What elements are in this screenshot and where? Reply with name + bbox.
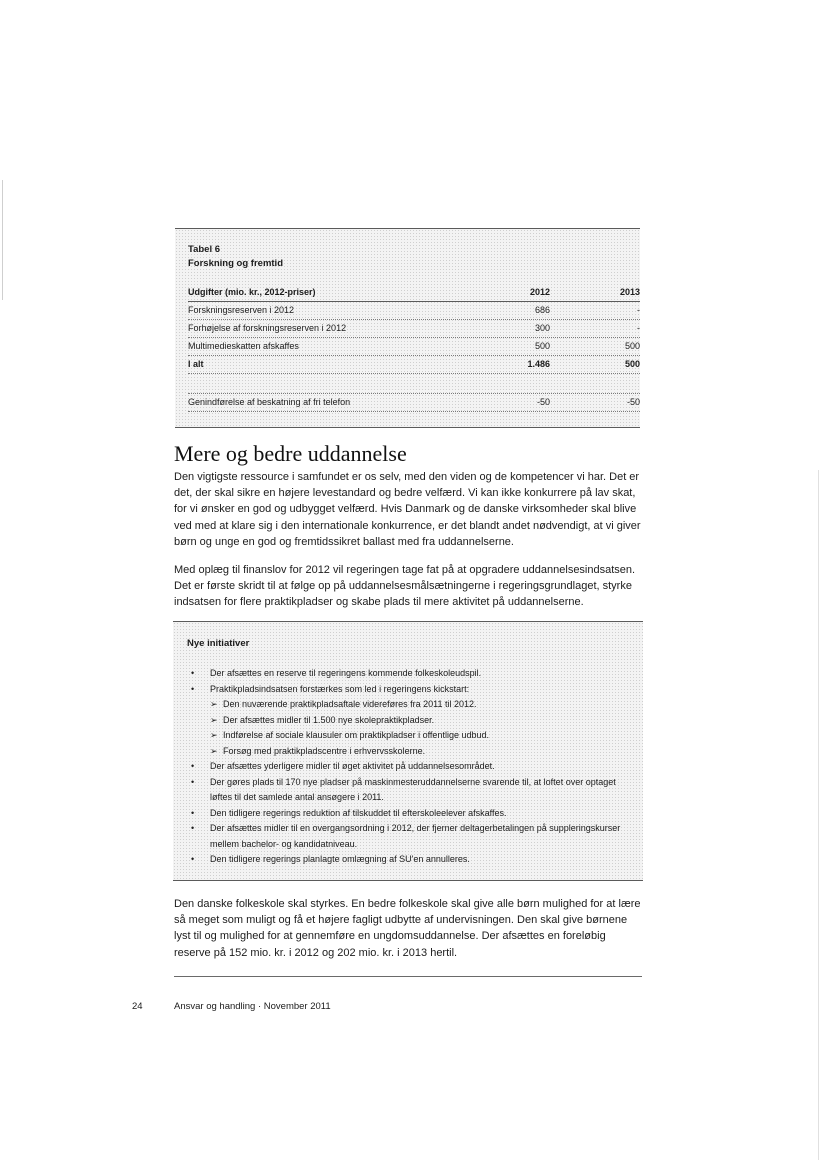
cell-2012: -50 bbox=[536, 397, 550, 407]
page-edge-left bbox=[2, 180, 3, 300]
paragraph: Den vigtigste ressource i samfundet er os selv, med den viden og de kompetencer vi har. Det er det, der skal sikre en højere levestandard og bedre velfærd. Vi kan ikke konkurrere på lav skat, for vi ønsker en god og udbygget velfærd. Hvis Danmark og de danske virksomheder skal blive ved med at klare sig i den internationale konkurrence, er det blandt andet nødvendigt, at vi giver børn og unge en god og fremtidssikret ballast med fra uddannelserne. bbox=[174, 471, 641, 548]
list-item-text: Der afsættes yderligere midler til øget aktivitet på uddannelsesområdet. bbox=[210, 761, 495, 771]
cell-2012: 500 bbox=[534, 341, 550, 351]
table-6 bbox=[175, 228, 640, 428]
table-label bbox=[188, 243, 283, 271]
table-row bbox=[188, 393, 640, 412]
initiatives-list bbox=[187, 666, 632, 868]
bullet-icon: • bbox=[191, 823, 195, 833]
bullet-icon: • bbox=[191, 807, 195, 818]
list-item-text: Der gøres plads til 170 nye pladser på maskinmesteruddannelserne svarende til, at loftet over optaget løftes til det samlede antal ansøgere i 2011. bbox=[210, 776, 616, 802]
footer-divider bbox=[174, 976, 642, 977]
arrow-bullet-icon: ➢ bbox=[210, 730, 218, 740]
table-total-row bbox=[188, 356, 640, 374]
list-item-text: Der afsættes midler til en overgangsordning i 2012, der fjerner deltagerbetalingen på suppleringskurser mellem bachelor- og kandidatniveau. bbox=[210, 823, 621, 849]
list-item bbox=[187, 759, 632, 775]
bullet-icon: • bbox=[191, 668, 195, 678]
list-item bbox=[187, 666, 632, 682]
list-item bbox=[187, 806, 632, 822]
cell-2013: - bbox=[637, 323, 640, 333]
cell-2012: 1.486 bbox=[527, 359, 550, 369]
sub-list-item bbox=[210, 744, 632, 760]
cell-2013: 500 bbox=[624, 359, 640, 369]
sub-list-item-text: Indførelse af sociale klausuler om praktikpladser i offentlige udbud. bbox=[223, 730, 489, 740]
column-header-2012: 2012 bbox=[529, 287, 550, 297]
row-label: Multimedieskatten afskaffes bbox=[188, 341, 299, 351]
cell-2013: 500 bbox=[624, 341, 640, 351]
arrow-bullet-icon: ➢ bbox=[210, 745, 218, 756]
table-title: Forskning og fremtid bbox=[188, 258, 283, 269]
section-heading: Mere og bedre uddannelse bbox=[174, 441, 407, 466]
arrow-bullet-icon: ➢ bbox=[210, 699, 218, 709]
bullet-icon: • bbox=[191, 776, 195, 787]
bullet-icon: • bbox=[191, 683, 195, 694]
column-header-2013: 2013 bbox=[619, 287, 640, 297]
paragraph: Den danske folkeskole skal styrkes. En bedre folkeskole skal give alle børn mulighed for at lære så meget som muligt og få et højere fagligt udbytte af undervisningen. Den skal give børnene lyst til og mulighed for at gennemføre en ungdomsuddannelse. Der afsættes en foreløbig reserve på 152 mio. kr. i 2012 og 202 mio. kr. i 2013 hertil. bbox=[174, 898, 641, 959]
initiatives-title: Nye initiativer bbox=[187, 638, 250, 649]
sub-list-item bbox=[210, 728, 632, 744]
page-number: 24 bbox=[132, 1001, 143, 1012]
list-item bbox=[187, 682, 632, 760]
bullet-icon: • bbox=[191, 854, 195, 864]
table-header-row bbox=[188, 284, 640, 302]
list-item bbox=[187, 852, 632, 868]
table-row bbox=[188, 302, 640, 320]
sub-list-item bbox=[210, 713, 632, 729]
table-row bbox=[188, 338, 640, 356]
list-item-text: Praktikpladsindsatsen forstærkes som led i regeringens kickstart: bbox=[210, 683, 470, 694]
arrow-bullet-icon: ➢ bbox=[210, 714, 218, 725]
footer-text: Ansvar og handling · November 2011 bbox=[174, 1001, 331, 1012]
sub-list-item-text: Forsøg med praktikpladscentre i erhvervsskolerne. bbox=[223, 745, 426, 756]
row-label: I alt bbox=[188, 359, 204, 369]
table-number: Tabel 6 bbox=[188, 244, 221, 255]
table-body bbox=[188, 284, 640, 374]
table-row bbox=[188, 320, 640, 338]
page-edge-right bbox=[818, 470, 819, 1160]
sub-list-item-text: Den nuværende praktikpladsaftale videreføres fra 2011 til 2012. bbox=[223, 699, 477, 709]
cell-2012: 686 bbox=[534, 305, 550, 315]
sub-list bbox=[210, 697, 632, 759]
cell-2012: 300 bbox=[534, 323, 550, 333]
cell-2013: - bbox=[637, 305, 640, 315]
row-label: Genindførelse af beskatning af fri telefon bbox=[188, 397, 351, 407]
list-item-text: Den tidligere regerings reduktion af tilskuddet til efterskoleelever afskaffes. bbox=[210, 807, 507, 818]
list-item-text: Den tidligere regerings planlagte omlægning af SU'en annulleres. bbox=[210, 854, 470, 864]
sub-list-item bbox=[210, 697, 632, 713]
bullet-icon: • bbox=[191, 761, 195, 771]
sub-list-item-text: Der afsættes midler til 1.500 nye skolepraktikpladser. bbox=[223, 714, 435, 725]
list-item-text: Der afsættes en reserve til regeringens kommende folkeskoleudspil. bbox=[210, 668, 482, 678]
list-item bbox=[187, 821, 632, 852]
cell-2013: -50 bbox=[626, 397, 640, 407]
row-label: Forskningsreserven i 2012 bbox=[188, 305, 295, 315]
paragraph: Med oplæg til finanslov for 2012 vil regeringen tage fat på at opgradere uddannelsesindsatsen. Det er første skridt til at følge op på uddannelsesmålsætningerne i regeringsgrundlaget, styrke indsatsen for flere praktikpladser og skabe plads til mere aktivitet på uddannelserne. bbox=[174, 564, 636, 609]
row-label: Forhøjelse af forskningsreserven i 2012 bbox=[188, 323, 347, 333]
initiatives-box bbox=[173, 621, 643, 881]
table-extra bbox=[188, 393, 640, 412]
list-item bbox=[187, 775, 632, 806]
column-header-label: Udgifter (mio. kr., 2012-priser) bbox=[188, 287, 316, 297]
